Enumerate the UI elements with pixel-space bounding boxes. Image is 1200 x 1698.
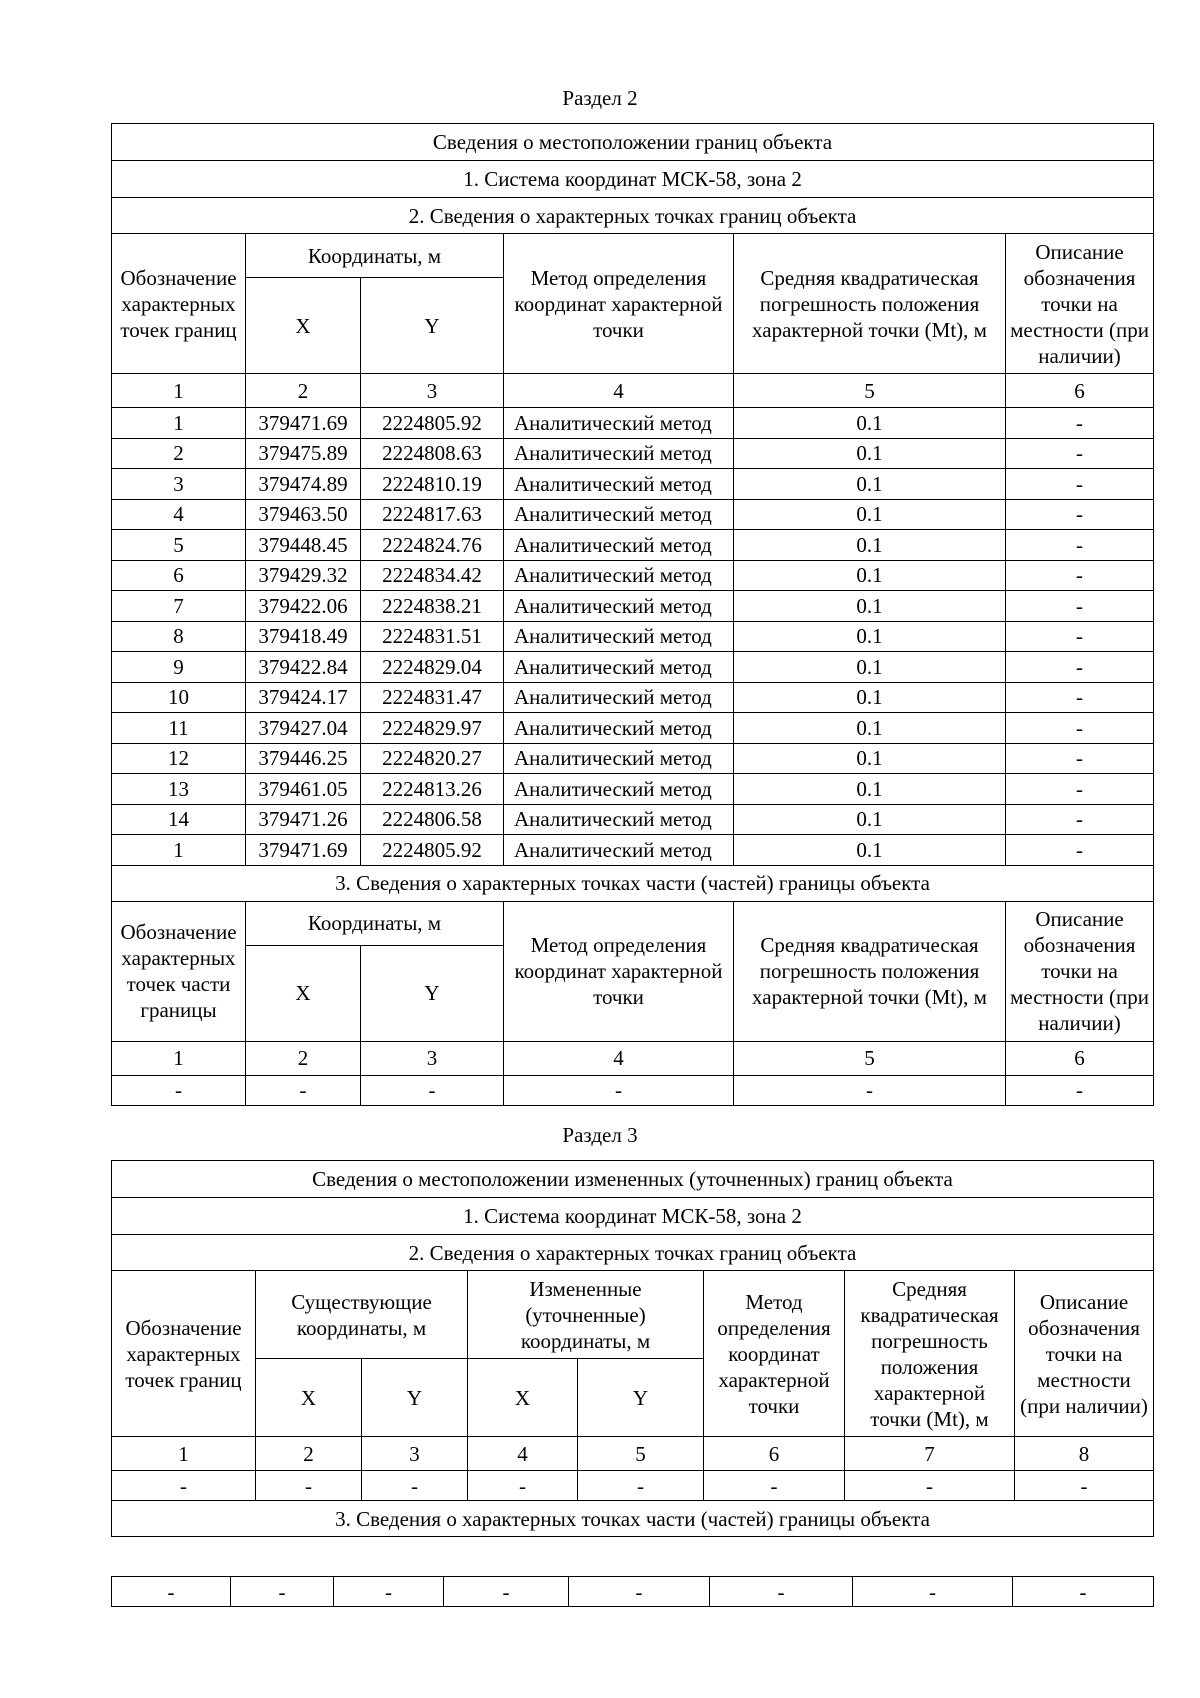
table-cell: Аналитический метод [504,621,734,652]
header-coordinates: Координаты, м [246,234,504,278]
header-point-designation: Обозначение характерных точек границ [112,234,246,374]
table-cell: 5 [112,530,246,561]
table-cell: 2224829.04 [361,652,504,683]
table-cell: 2224813.26 [361,774,504,805]
table-cell: 2224820.27 [361,743,504,774]
s3-header-x2: X [468,1359,578,1437]
table-cell: - [710,1577,853,1607]
table-cell: Аналитический метод [504,560,734,591]
table-cell: 0.1 [734,499,1006,530]
table-row [112,621,1154,652]
table-cell: Аналитический метод [504,499,734,530]
table-cell: 7 [112,591,246,622]
table-cell: 379463.50 [246,499,361,530]
section2-coord-system: 1. Система координат МСК-58, зона 2 [112,161,1154,198]
column-number: 5 [578,1437,704,1471]
table-cell: 1 [112,835,246,866]
table-cell: - [1006,438,1154,469]
section2-subsection2-title: 2. Сведения о характерных точках границ объекта [112,198,1154,234]
column-number: 7 [845,1437,1015,1471]
table-cell: 0.1 [734,560,1006,591]
part-header-description: Описание обозначения точки на местности (при наличии) [1006,901,1154,1041]
s3-header-changed-coords: Измененные (уточненные) координаты, м [468,1271,704,1359]
s3-header-y2: Y [578,1359,704,1437]
table-cell: 2224805.92 [361,835,504,866]
table-cell: Аналитический метод [504,804,734,835]
table-cell: Аналитический метод [504,743,734,774]
column-number: 8 [1015,1437,1154,1471]
table-cell: - [1006,835,1154,866]
table-cell: 1 [112,408,246,439]
table-row [112,652,1154,683]
table-cell: 2224810.19 [361,469,504,500]
column-number: 1 [112,374,246,408]
table-cell: - [256,1471,362,1501]
table-cell: 2224817.63 [361,499,504,530]
section3-subsection2-title: 2. Сведения о характерных точках границ объекта [112,1235,1154,1271]
table-cell: Аналитический метод [504,469,734,500]
table-cell: 379429.32 [246,560,361,591]
table-row [112,499,1154,530]
table-cell: 379422.84 [246,652,361,683]
table-cell: - [1006,1075,1154,1105]
column-number: 5 [734,374,1006,408]
column-numbers-row [112,374,1154,408]
column-number: 5 [734,1041,1006,1075]
table-cell: 2224805.92 [361,408,504,439]
table-cell: - [569,1577,710,1607]
table-cell: - [504,1075,734,1105]
section2-table-title: Сведения о местоположении границ объекта [112,124,1154,161]
table-cell: 8 [112,621,246,652]
table-cell: - [362,1471,468,1501]
table-cell: 379446.25 [246,743,361,774]
section3-part-table [111,1576,1154,1607]
table-row [112,1577,1154,1607]
table-cell: - [1006,713,1154,744]
column-number: 3 [361,1041,504,1075]
table-cell: 0.1 [734,682,1006,713]
table-cell: Аналитический метод [504,652,734,683]
column-number: 4 [504,374,734,408]
column-number: 6 [1006,1041,1154,1075]
table-cell: - [1006,743,1154,774]
section3-table-title: Сведения о местоположении измененных (уточненных) границ объекта [112,1161,1154,1198]
header-y: Y [361,278,504,374]
section3-subsection3-title: 3. Сведения о характерных точках части (частей) границы объекта [112,1501,1154,1537]
table-cell: - [246,1075,361,1105]
s3-header-y1: Y [362,1359,468,1437]
column-number: 2 [246,1041,361,1075]
table-cell: - [468,1471,578,1501]
part-header-coordinates: Координаты, м [246,901,504,945]
table-cell: - [704,1471,845,1501]
table-cell: Аналитический метод [504,835,734,866]
s3-header-method: Метод определения координат характерной точки [704,1271,845,1437]
header-description: Описание обозначения точки на местности (при наличии) [1006,234,1154,374]
table-row [112,835,1154,866]
part-column-numbers-row [112,1041,1154,1075]
table-cell: - [1006,560,1154,591]
column-number: 6 [1006,374,1154,408]
table-cell: 10 [112,682,246,713]
s3-header-existing-coords: Существующие координаты, м [256,1271,468,1359]
table-cell: - [1006,774,1154,805]
part-header-error: Средняя квадратическая погрешность положения характерной точки (Mt), м [734,901,1006,1041]
table-cell: 9 [112,652,246,683]
table-cell: 0.1 [734,408,1006,439]
table-cell: 379448.45 [246,530,361,561]
table-cell: 0.1 [734,469,1006,500]
table-cell: 2224829.97 [361,713,504,744]
table-row [112,1471,1154,1501]
table-cell: Аналитический метод [504,713,734,744]
table-cell: Аналитический метод [504,438,734,469]
table-row [112,743,1154,774]
table-cell: - [112,1075,246,1105]
table-row [112,438,1154,469]
table-cell: 379461.05 [246,774,361,805]
table-cell: 2224831.51 [361,621,504,652]
table-cell: 379471.69 [246,835,361,866]
table-cell: - [578,1471,704,1501]
table-cell: 0.1 [734,713,1006,744]
table-row [112,591,1154,622]
table-cell: 14 [112,804,246,835]
table-cell: - [853,1577,1013,1607]
table-cell: - [1006,408,1154,439]
table-row [112,560,1154,591]
section2-subsection3-title: 3. Сведения о характерных точках части (частей) границы объекта [112,865,1154,901]
table-cell: - [1013,1577,1154,1607]
part-header-x: X [246,945,361,1041]
table-cell: 2224831.47 [361,682,504,713]
table-cell: 379418.49 [246,621,361,652]
table-cell: - [1015,1471,1154,1501]
table-cell: - [361,1075,504,1105]
table-cell: - [1006,530,1154,561]
column-number: 6 [704,1437,845,1471]
table-cell: - [1006,804,1154,835]
section2-table [111,123,1154,1106]
table-cell: 2 [112,438,246,469]
table-cell: 0.1 [734,652,1006,683]
table-cell: 12 [112,743,246,774]
column-number: 3 [361,374,504,408]
column-number: 4 [504,1041,734,1075]
table-cell: 379427.04 [246,713,361,744]
column-number: 1 [112,1041,246,1075]
table-cell: 13 [112,774,246,805]
table-cell: 379475.89 [246,438,361,469]
table-cell: 0.1 [734,530,1006,561]
table-cell: 4 [112,499,246,530]
table-row [112,1075,1154,1105]
table-cell: Аналитический метод [504,408,734,439]
column-number: 2 [256,1437,362,1471]
s3-header-x1: X [256,1359,362,1437]
s3-header-description: Описание обозначения точки на местности (при наличии) [1015,1271,1154,1437]
table-cell: - [1006,591,1154,622]
table-cell: 379471.26 [246,804,361,835]
table-cell: 0.1 [734,835,1006,866]
column-number: 4 [468,1437,578,1471]
s3-header-error: Средняя квадратическая погрешность положения характерной точки (Mt), м [845,1271,1015,1437]
table-cell: 379471.69 [246,408,361,439]
header-error: Средняя квадратическая погрешность положения характерной точки (Mt), м [734,234,1006,374]
table-cell: 2224806.58 [361,804,504,835]
column-number: 1 [112,1437,256,1471]
table-cell: 379474.89 [246,469,361,500]
table-cell: - [1006,652,1154,683]
table-cell: - [1006,469,1154,500]
header-method: Метод определения координат характерной точки [504,234,734,374]
table-cell: 6 [112,560,246,591]
table-cell: 0.1 [734,804,1006,835]
table-cell: Аналитический метод [504,530,734,561]
table-cell: 0.1 [734,438,1006,469]
table-row [112,408,1154,439]
table-row [112,804,1154,835]
table-cell: - [1006,499,1154,530]
table-row [112,713,1154,744]
table-cell: 11 [112,713,246,744]
table-cell: - [1006,682,1154,713]
section3-table [111,1160,1154,1537]
table-cell: - [734,1075,1006,1105]
table-row [112,530,1154,561]
column-number: 2 [246,374,361,408]
part-header-method: Метод определения координат характерной точки [504,901,734,1041]
table-cell: 379424.17 [246,682,361,713]
table-cell: - [444,1577,569,1607]
table-row [112,774,1154,805]
section2-title: Раздел 2 [562,86,638,110]
table-cell: - [845,1471,1015,1501]
table-cell: Аналитический метод [504,682,734,713]
header-x: X [246,278,361,374]
table-cell: 0.1 [734,621,1006,652]
table-row [112,469,1154,500]
table-cell: - [334,1577,444,1607]
table-cell: - [112,1577,231,1607]
column-number: 3 [362,1437,468,1471]
table-cell: 3 [112,469,246,500]
table-cell: - [1006,621,1154,652]
table-cell: 0.1 [734,774,1006,805]
table-cell: 379422.06 [246,591,361,622]
table-cell: - [231,1577,334,1607]
section3-title: Раздел 3 [562,1123,638,1147]
s3-header-point-designation: Обозначение характерных точек границ [112,1271,256,1437]
table-cell: 2224838.21 [361,591,504,622]
table-cell: - [112,1471,256,1501]
table-cell: Аналитический метод [504,774,734,805]
table-cell: Аналитический метод [504,591,734,622]
section3-coord-system: 1. Система координат МСК-58, зона 2 [112,1198,1154,1235]
part-header-y: Y [361,945,504,1041]
table-cell: 2224808.63 [361,438,504,469]
s3-column-numbers-row [112,1437,1154,1471]
table-cell: 2224824.76 [361,530,504,561]
table-row [112,682,1154,713]
part-header-point-designation: Обозначение характерных точек части границы [112,901,246,1041]
table-cell: 0.1 [734,743,1006,774]
table-cell: 2224834.42 [361,560,504,591]
table-cell: 0.1 [734,591,1006,622]
